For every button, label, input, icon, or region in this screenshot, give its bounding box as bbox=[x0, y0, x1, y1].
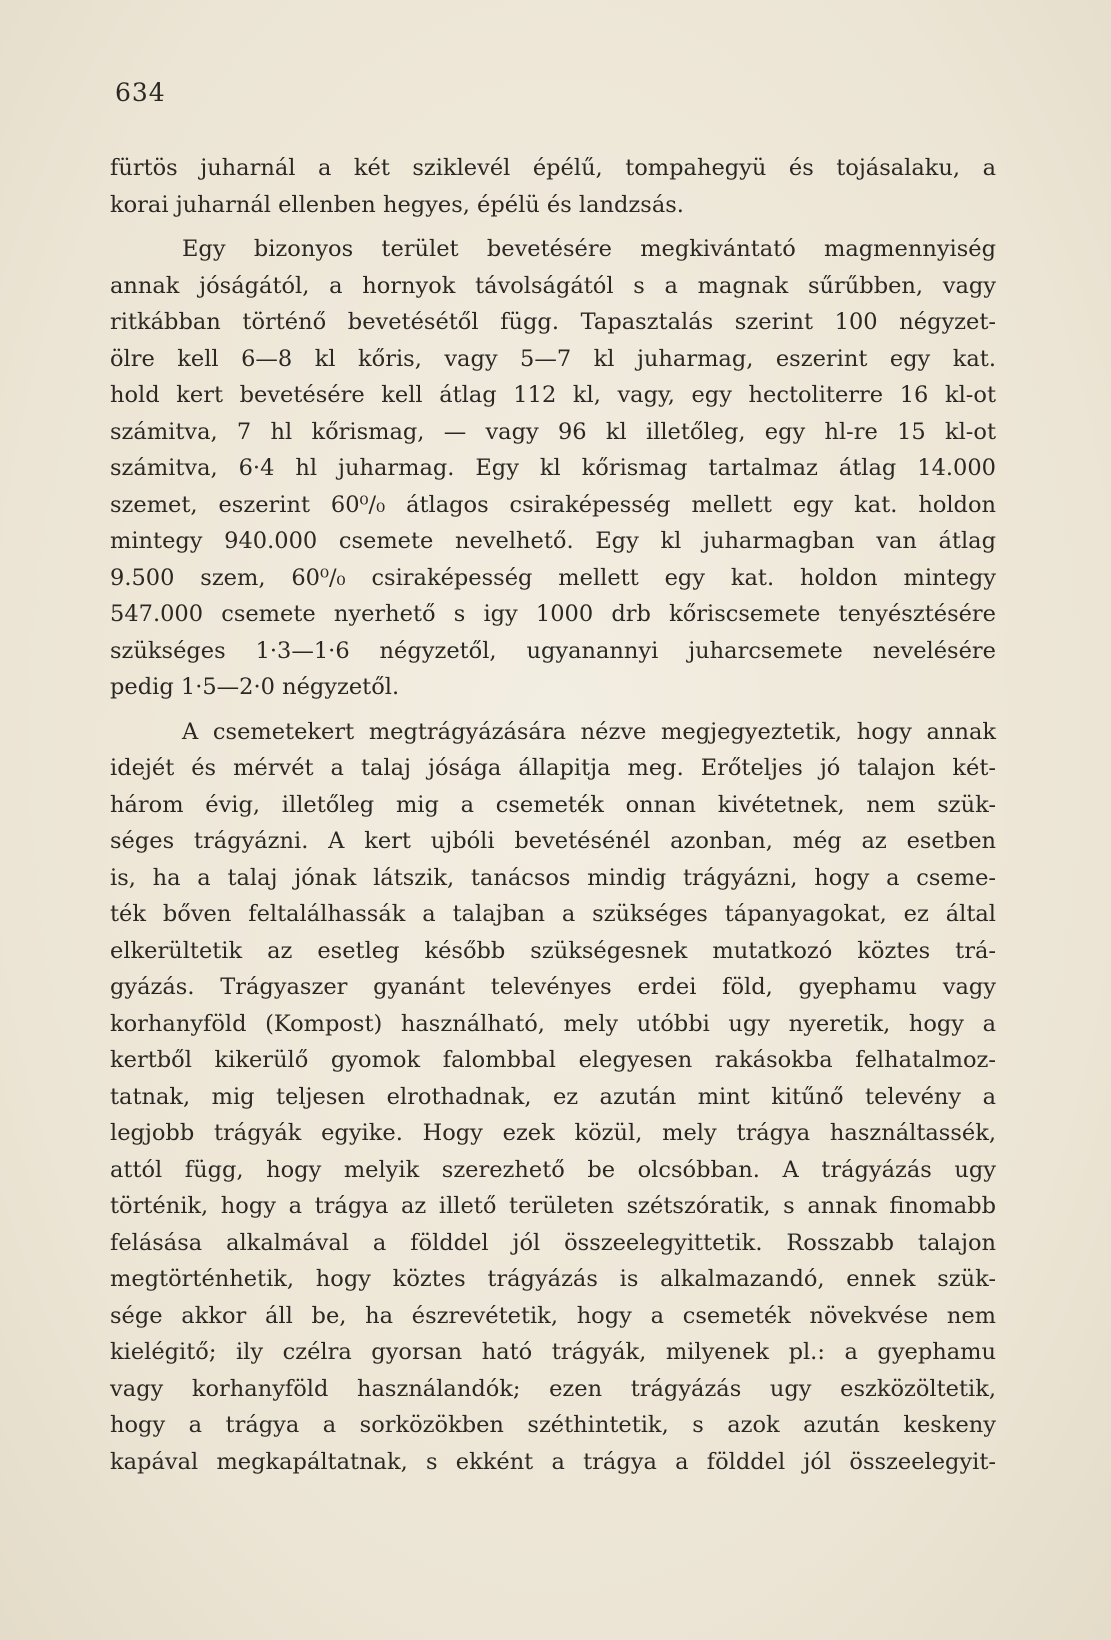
text-line: legjobb trágyák egyike. Hogy ezek közül, mely trágya használtassék, bbox=[110, 1120, 996, 1146]
text-line: vagy korhanyföld használandók; ezen trágyázás ugy eszközöltetik, bbox=[110, 1375, 996, 1402]
text-line: szükséges 1·3—1·6 négyzetől, ugyanannyi juharcsemete nevelésére bbox=[110, 637, 996, 664]
text-line: séges trágyázni. A kert ujbóli bevetésénél azonban, még az esetben bbox=[110, 828, 996, 854]
text-line: kertből kikerülő gyomok falombbal elegyesen rakásokba felhatalmoz- bbox=[110, 1047, 996, 1073]
text-line: kapával megkapáltatnak, s ekként a trágya a földdel jól összeelegyit- bbox=[110, 1448, 996, 1475]
text-line: ték bőven feltalálhassák a talajban a szükséges tápanyagokat, ez által bbox=[110, 901, 996, 927]
body-text bbox=[110, 150, 996, 1488]
text-line: hogy a trágya a sorközökben széthintetik, s azok azután keskeny bbox=[110, 1412, 996, 1438]
text-line: korai juharnál ellenben hegyes, épélü és landzsás. bbox=[110, 191, 684, 218]
text-line: 9.500 szem, 60⁰/₀ csiraképesség mellett egy kat. holdon mintegy bbox=[110, 564, 996, 591]
text-line: sége akkor áll be, ha észrevétetik, hogy a csemeték növekvése nem bbox=[110, 1302, 996, 1329]
paragraph bbox=[110, 714, 996, 1481]
text-line: fürtös juharnál a két sziklevél épélű, tompahegyü és tojásalaku, a bbox=[110, 155, 996, 181]
text-line: történik, hogy a trágya az illető területen szétszóratik, s annak finomabb bbox=[110, 1193, 996, 1219]
text-line: ritkábban történő bevetésétől függ. Tapasztalás szerint 100 négyzet- bbox=[110, 309, 996, 335]
text-line: A csemetekert megtrágyázására nézve megjegyeztetik, hogy annak bbox=[182, 718, 996, 745]
text-line: pedig 1·5—2·0 négyzetől. bbox=[110, 674, 400, 700]
text-line: megtörténhetik, hogy köztes trágyázás is alkalmazandó, ennek szük- bbox=[110, 1266, 996, 1292]
text-line: három évig, illetőleg mig a csemeték onnan kivétetnek, nem szük- bbox=[110, 791, 996, 818]
paragraph bbox=[110, 150, 996, 223]
text-line: 547.000 csemete nyerhető s igy 1000 drb kőriscsemete tenyésztésére bbox=[110, 601, 996, 627]
text-line: is, ha a talaj jónak látszik, tanácsos mindig trágyázni, hogy a cseme- bbox=[110, 864, 996, 891]
text-line: Egy bizonyos terület bevetésére megkivántató magmennyiség bbox=[182, 236, 996, 262]
text-line: ölre kell 6—8 kl kőris, vagy 5—7 kl juharmag, eszerint egy kat. bbox=[110, 345, 996, 372]
text-line: kielégitő; ily czélra gyorsan ható trágyák, milyenek pl.: a gyephamu bbox=[110, 1339, 996, 1365]
text-line: idejét és mérvét a talaj jósága állapitja meg. Erőteljes jó talajon két- bbox=[110, 755, 996, 781]
text-line: korhanyföld (Kompost) használható, mely utóbbi ugy nyeretik, hogy a bbox=[110, 1010, 996, 1037]
paragraph bbox=[110, 231, 996, 706]
text-line: elkerültetik az esetleg később szükségesnek mutatkozó köztes trá- bbox=[110, 937, 996, 964]
text-line: gyázás. Trágyaszer gyanánt televényes erdei föld, gyephamu vagy bbox=[110, 974, 996, 1000]
text-line: számitva, 6·4 hl juharmag. Egy kl kőrismag tartalmaz átlag 14.000 bbox=[110, 455, 996, 481]
text-line: tatnak, mig teljesen elrothadnak, ez azután mint kitűnő televény a bbox=[110, 1083, 996, 1110]
text-line: annak jóságától, a hornyok távolságától s a magnak sűrűbben, vagy bbox=[110, 272, 996, 299]
text-line: számitva, 7 hl kőrismag, — vagy 96 kl illetőleg, egy hl-re 15 kl-ot bbox=[110, 418, 996, 445]
text-line: mintegy 940.000 csemete nevelhető. Egy kl juharmagban van átlag bbox=[110, 528, 996, 554]
text-line: hold kert bevetésére kell átlag 112 kl, vagy, egy hectoliterre 16 kl-ot bbox=[110, 382, 996, 408]
text-line: szemet, eszerint 60⁰/₀ átlagos csiraképesség mellett egy kat. holdon bbox=[110, 491, 996, 518]
text-line: attól függ, hogy melyik szerezhető be olcsóbban. A trágyázás ugy bbox=[110, 1156, 996, 1183]
text-line: felásása alkalmával a földdel jól összeelegyittetik. Rosszabb talajon bbox=[110, 1229, 996, 1256]
page-number: 634 bbox=[115, 78, 166, 107]
